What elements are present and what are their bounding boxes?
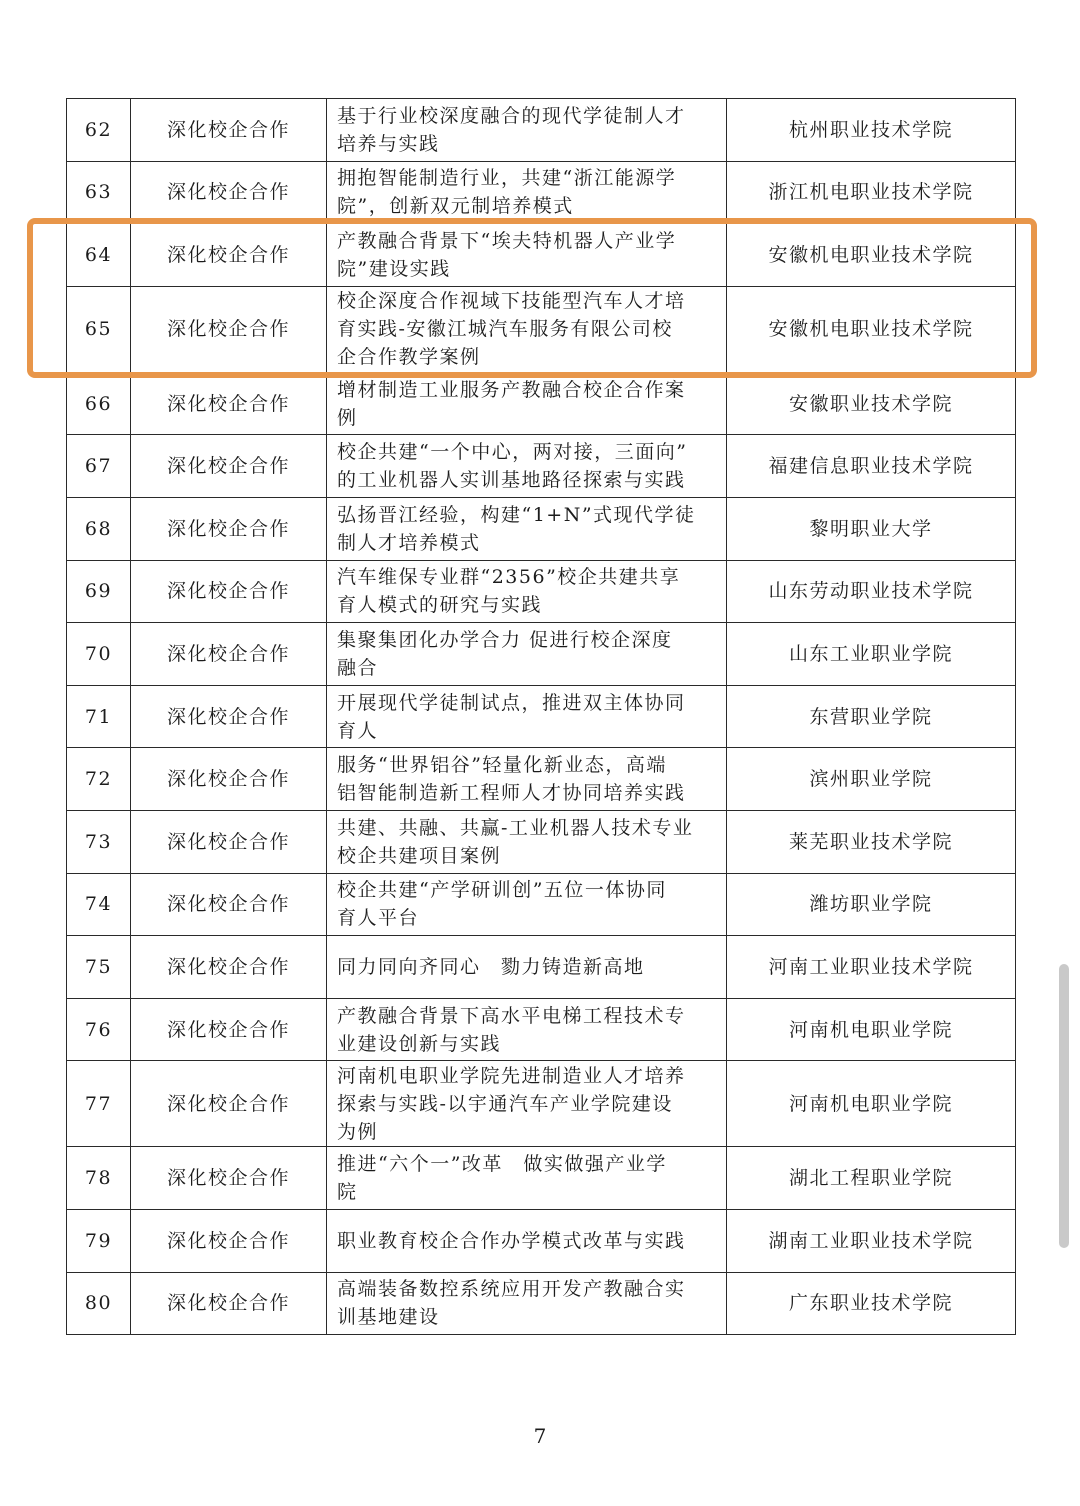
row-title-line: 培养与实践 — [337, 132, 440, 155]
row-title-line: 例 — [337, 406, 358, 429]
table-row — [67, 497, 1016, 560]
row-title — [327, 560, 727, 623]
row-number: 73 — [67, 810, 131, 873]
table-row — [67, 623, 1016, 686]
row-title-line: 推进“六个一”改革 做实做强产业学 — [337, 1153, 667, 1176]
row-title-line: 高端装备数控系统应用开发产教融合实 — [337, 1278, 686, 1301]
row-title-line: 基于行业校深度融合的现代学徒制人才 — [337, 104, 686, 127]
row-title-line: 校企共建“产学研训创”五位一体协同 — [337, 879, 667, 902]
row-school: 莱芜职业技术学院 — [727, 810, 1016, 873]
row-number: 70 — [67, 623, 131, 686]
row-category: 深化校企合作 — [131, 810, 327, 873]
table-body — [67, 99, 1016, 1335]
row-number: 71 — [67, 685, 131, 748]
table-row — [67, 161, 1016, 224]
row-category: 深化校企合作 — [131, 161, 327, 224]
row-title-line: 弘扬晋江经验，构建“1+N”式现代学徒 — [337, 503, 696, 526]
row-title — [327, 936, 727, 999]
row-category: 深化校企合作 — [131, 1147, 327, 1210]
row-category: 深化校企合作 — [131, 873, 327, 936]
row-school: 东营职业学院 — [727, 685, 1016, 748]
row-title-line: 业建设创新与实践 — [337, 1032, 502, 1055]
row-title — [327, 748, 727, 811]
row-number: 74 — [67, 873, 131, 936]
row-title — [327, 286, 727, 372]
row-title-line: 制人才培养模式 — [337, 531, 481, 554]
row-category: 深化校企合作 — [131, 497, 327, 560]
row-school: 河南工业职业技术学院 — [727, 936, 1016, 999]
table-row — [67, 224, 1016, 287]
row-title-line: 为例 — [337, 1120, 379, 1143]
row-school: 黎明职业大学 — [727, 497, 1016, 560]
page-number: 7 — [533, 1424, 547, 1448]
row-category: 深化校企合作 — [131, 286, 327, 372]
row-number: 67 — [67, 435, 131, 498]
row-title — [327, 1147, 727, 1210]
row-title-line: 校企共建“一个中心，两对接，三面向” — [337, 441, 688, 464]
row-category: 深化校企合作 — [131, 435, 327, 498]
row-school: 浙江机电职业技术学院 — [727, 161, 1016, 224]
table-row — [67, 998, 1016, 1061]
row-number: 75 — [67, 936, 131, 999]
row-category: 深化校企合作 — [131, 224, 327, 287]
table-row — [67, 99, 1016, 162]
row-category: 深化校企合作 — [131, 372, 327, 435]
row-school: 潍坊职业学院 — [727, 873, 1016, 936]
row-title — [327, 99, 727, 162]
row-title-line: 融合 — [337, 656, 379, 679]
row-title-line: 育人模式的研究与实践 — [337, 594, 543, 617]
row-title-line: 同力同向齐同心 勠力铸造新高地 — [337, 955, 645, 978]
row-title — [327, 161, 727, 224]
row-school: 安徽职业技术学院 — [727, 372, 1016, 435]
row-school: 滨州职业学院 — [727, 748, 1016, 811]
row-school: 河南机电职业学院 — [727, 1061, 1016, 1147]
row-title-line: 产教融合背景下“埃夫特机器人产业学 — [337, 229, 677, 252]
row-title-line: 校企共建项目案例 — [337, 844, 502, 867]
row-category: 深化校企合作 — [131, 99, 327, 162]
cases-table — [66, 98, 1016, 1335]
row-title — [327, 1061, 727, 1147]
row-school: 山东工业职业学院 — [727, 623, 1016, 686]
row-school: 安徽机电职业技术学院 — [727, 224, 1016, 287]
row-title-line: 训基地建设 — [337, 1306, 440, 1329]
row-number: 63 — [67, 161, 131, 224]
row-title-line: 探索与实践-以宇通汽车产业学院建设 — [337, 1092, 673, 1115]
row-category: 深化校企合作 — [131, 623, 327, 686]
row-title — [327, 224, 727, 287]
row-title-line: 院 — [337, 1181, 358, 1204]
row-number: 65 — [67, 286, 131, 372]
row-number: 80 — [67, 1272, 131, 1335]
row-title-line: 院”，创新双元制培养模式 — [337, 195, 574, 218]
row-title-line: 铝智能制造新工程师人才协同培养实践 — [337, 782, 686, 805]
row-title-line: 校企深度合作视域下技能型汽车人才培 — [337, 290, 686, 313]
row-title-line: 育人 — [337, 719, 379, 742]
row-number: 64 — [67, 224, 131, 287]
row-title-line: 育人平台 — [337, 907, 420, 930]
table-row — [67, 748, 1016, 811]
row-title-line: 产教融合背景下高水平电梯工程技术专 — [337, 1004, 686, 1027]
row-title-line: 服务“世界铝谷”轻量化新业态，高端 — [337, 754, 667, 777]
row-title — [327, 623, 727, 686]
table-row — [67, 435, 1016, 498]
row-school: 山东劳动职业技术学院 — [727, 560, 1016, 623]
table-row — [67, 873, 1016, 936]
row-title — [327, 435, 727, 498]
row-title-line: 育实践-安徽江城汽车服务有限公司校 — [337, 318, 673, 341]
row-number: 62 — [67, 99, 131, 162]
row-number: 66 — [67, 372, 131, 435]
row-number: 69 — [67, 560, 131, 623]
row-title-line: 企合作教学案例 — [337, 346, 481, 369]
table-row — [67, 685, 1016, 748]
row-title — [327, 497, 727, 560]
table-row — [67, 1272, 1016, 1335]
table-row — [67, 810, 1016, 873]
row-title — [327, 1272, 727, 1335]
row-category: 深化校企合作 — [131, 1272, 327, 1335]
table-row — [67, 1061, 1016, 1147]
row-title-line: 共建、共融、共赢-工业机器人技术专业 — [337, 816, 694, 839]
row-title — [327, 998, 727, 1061]
row-title-line: 院”建设实践 — [337, 257, 451, 280]
row-title-line: 增材制造工业服务产教融合校企合作案 — [337, 378, 686, 401]
row-title-line: 汽车维保专业群“2356”校企共建共享 — [337, 566, 681, 589]
table-row — [67, 1147, 1016, 1210]
row-school: 杭州职业技术学院 — [727, 99, 1016, 162]
row-school: 广东职业技术学院 — [727, 1272, 1016, 1335]
row-category: 深化校企合作 — [131, 1209, 327, 1272]
row-category: 深化校企合作 — [131, 936, 327, 999]
row-title-line: 开展现代学徒制试点，推进双主体协同 — [337, 691, 686, 714]
row-school: 湖南工业职业技术学院 — [727, 1209, 1016, 1272]
row-number: 76 — [67, 998, 131, 1061]
row-number: 78 — [67, 1147, 131, 1210]
row-category: 深化校企合作 — [131, 1061, 327, 1147]
row-title — [327, 685, 727, 748]
scrollbar[interactable] — [1059, 964, 1069, 1248]
row-school: 湖北工程职业学院 — [727, 1147, 1016, 1210]
row-title — [327, 873, 727, 936]
row-title — [327, 810, 727, 873]
row-number: 79 — [67, 1209, 131, 1272]
row-number: 72 — [67, 748, 131, 811]
row-title-line: 的工业机器人实训基地路径探索与实践 — [337, 469, 686, 492]
table-row — [67, 286, 1016, 372]
row-category: 深化校企合作 — [131, 560, 327, 623]
row-title-line: 职业教育校企合作办学模式改革与实践 — [337, 1229, 686, 1252]
row-category: 深化校企合作 — [131, 748, 327, 811]
row-title-line: 拥抱智能制造行业，共建“浙江能源学 — [337, 167, 677, 190]
row-number: 68 — [67, 497, 131, 560]
table-row — [67, 1209, 1016, 1272]
table-row — [67, 936, 1016, 999]
row-school: 福建信息职业技术学院 — [727, 435, 1016, 498]
row-school: 安徽机电职业技术学院 — [727, 286, 1016, 372]
row-category: 深化校企合作 — [131, 685, 327, 748]
row-title — [327, 372, 727, 435]
row-title — [327, 1209, 727, 1272]
table-row — [67, 372, 1016, 435]
row-title-line: 集聚集团化办学合力 促进行校企深度 — [337, 628, 673, 651]
row-school: 河南机电职业学院 — [727, 998, 1016, 1061]
row-number: 77 — [67, 1061, 131, 1147]
row-category: 深化校企合作 — [131, 998, 327, 1061]
row-title-line: 河南机电职业学院先进制造业人才培养 — [337, 1064, 686, 1087]
table-row — [67, 560, 1016, 623]
